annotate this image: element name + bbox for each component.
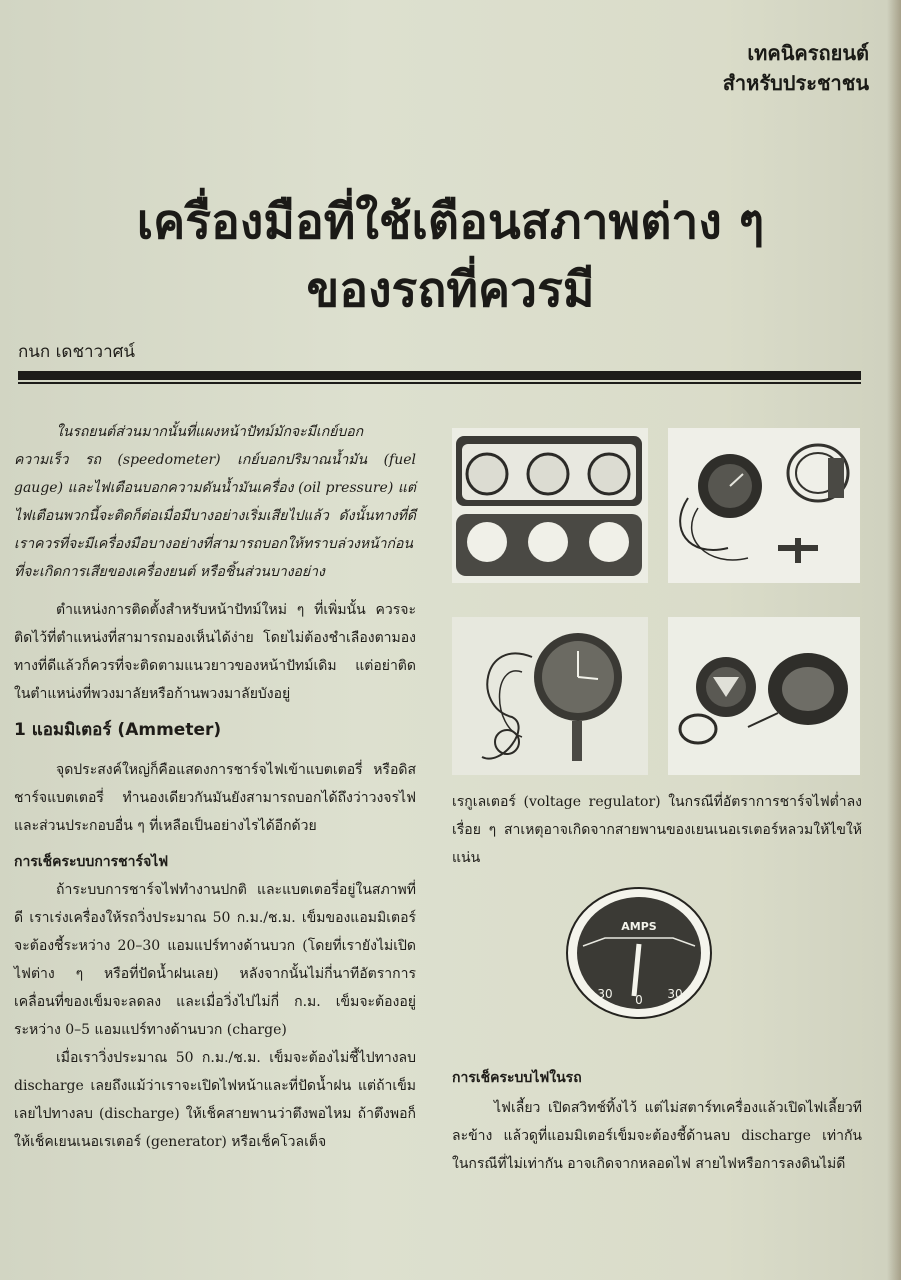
charging-heading: การเช็คระบบการชาร์จไฟ: [14, 854, 169, 870]
lights-block: [452, 1064, 862, 1178]
column-brand: [723, 38, 869, 98]
regulator-paragraph: เรกูเลเตอร์ (voltage regulator) ในกรณีที่อัตราการชาร์จไฟต่ำลงเรื่อย ๆ สาเหตุอาจเกิดจากสายพานของเยนเนอเรเตอร์หลวมให้ไขให้แน่น: [452, 794, 862, 866]
lights-paragraph: ไฟเลี้ยว เปิดสวิทช์ทิ้งไว้ แต่ไม่สตาร์ทเครื่องแล้วเปิดไฟเลี้ยวทีละข้าง แล้วดูที่แอมมิเตอร์เข็มจะต้องชี้ด้านลบ discharge เท่ากัน ในกรณีที่ไม่เท่ากัน อาจเกิดจากหลอดไฟ สายไฟหรือการลงดินไม่ดี: [452, 1100, 862, 1172]
charging-paragraph-2: เมื่อเราวิ่งประมาณ 50 ก.ม./ช.ม. เข็มจะต้องไม่ชี้ไปทางลบ discharge เลยถึงแม้ว่าเราจะเปิดไฟหน้าและที่ปัดน้ำฝน แต่ถ้าเข็มเลยไปทางลบ (discharge) ให้เช็คสายพานว่าตึงพอไหม ถ้าตึงพอก็ให้เช็คเยนเนอเรเตอร์ (generator) หรือเช็คโวลเต็จ: [14, 1050, 416, 1150]
title-line-1: เครื่องมือที่ใช้เตือนสภาพต่าง ๆ: [136, 194, 765, 250]
position-paragraph: ตำแหน่งการติดตั้งสำหรับหน้าปัทม์ใหม่ ๆ ที่เพิ่มนั้น ควรจะติดไว้ที่ตำแหน่งที่สามารถมองเห็นได้ง่าย โดยไม่ต้องชำเลืองตามอง ทางที่ดีแล้วก็ควรที่จะติดตามแนวยาวของหน้าปัทม์เดิม แต่อย่าติดในตำแหน่งที่พวงมาลัยหรือก้านพวงมาลัยบังอยู่: [14, 602, 416, 702]
brand-line-1: เทคนิครถยนต์: [747, 41, 869, 65]
photo-gauge-parts: [668, 617, 860, 775]
photo-clock-gauge: [452, 617, 648, 775]
header-rule-thin: [18, 382, 861, 384]
photo-gauges-wiring: [668, 428, 860, 583]
author-byline: กนก เดชาวาศน์: [18, 342, 136, 362]
charging-paragraph-1: ถ้าระบบการชาร์จไฟทำงานปกติ และแบตเตอรี่อยู่ในสภาพที่ดี เราเร่งเครื่องให้รถวิ่งประมาณ 50 ก.ม./ช.ม. เข็มของแอมมิเตอร์จะต้องชี้ระหว่าง 20–30 แอมแปร์ทางด้านบวก (โดยที่เรายังไม่เปิดไฟต่าง ๆ หรือที่ปัดน้ำฝนเลย) หลังจากนั้นไม่กี่นาทีอัตราการเคลื่อนที่ของเข็มจะลดลง และเมื่อวิ่งไปไม่กี่ ก.ม. เข็มจะต้องอยู่ระหว่าง 0–5 แอมแปร์ทางด้านบวก (charge): [14, 882, 416, 1038]
intro-paragraph: ในรถยนต์ส่วนมากนั้นที่แผงหน้าปัทม์มักจะมีเกย์บอกความเร็ว รถ (speedometer) เกย์บอกปริมาณน้ำมัน (fuel gauge) และไฟเตือนบอกความดันน้ำมันเครื่อง (oil pressure) แต่ไฟเตือนพวกนี้จะติดก็ต่อเมื่อมีบางอย่างเริ่มเสียไปแล้ว ดังนั้นทางที่ดี เราควรที่จะมีเครื่องมือบางอย่างที่สามารถบอกให้ทราบล่วงหน้าก่อนที่จะเกิดการเสียของเครื่องยนต์ หรือชิ้นส่วนบางอย่าง: [14, 424, 416, 580]
article-title: [60, 188, 841, 324]
gauge-right-mark: 30: [667, 987, 683, 1001]
gauge-label: AMPS: [621, 920, 657, 933]
section-heading-ammeter: 1 แอมมิเตอร์ (Ammeter): [14, 720, 222, 740]
right-caption-block: [452, 788, 862, 872]
gauge-left-mark: 30: [597, 987, 613, 1001]
page-edge-shadow: [887, 0, 901, 1280]
header-rule-thick: [18, 371, 861, 380]
brand-line-2: สำหรับประชาชน: [722, 71, 869, 95]
photo-gauge-panels: [452, 428, 648, 583]
ammeter-gauge-illustration: [565, 886, 713, 1020]
gauge-center-mark: 0: [635, 993, 643, 1007]
lights-heading: การเช็คระบบไฟในรถ: [452, 1070, 582, 1086]
ammeter-paragraph: จุดประสงค์ใหญ่ก็คือแสดงการชาร์จไฟเข้าแบตเตอรี่ หรือดิสชาร์จแบตเตอรี่ ทำนองเดียวกันมันยังสามารถบอกได้ถึงว่าวงจรไฟและส่วนประกอบอื่น ๆ ที่เหลือเป็นอย่างไรได้อีกด้วย: [14, 762, 416, 834]
left-column: [14, 418, 416, 1156]
title-line-2: ของรถที่ควรมี: [306, 262, 595, 318]
